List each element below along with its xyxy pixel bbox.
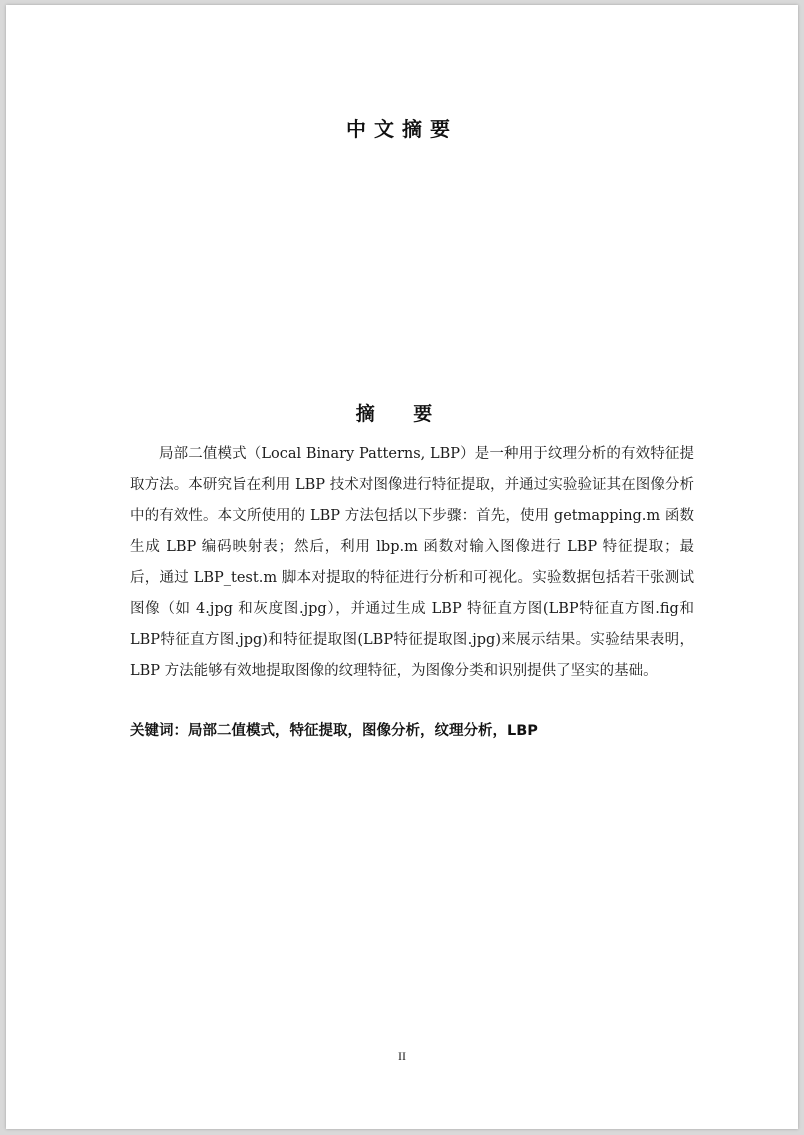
abstract-paragraph: 局部二值模式（Local Binary Patterns, LBP）是一种用于纹理分析的有效特征提取方法。本研究旨在利用 LBP 技术对图像进行特征提取，并通过实验验证其在图像分析中的有效性。本文所使用的 LBP 方法包括以下步骤：首先，使用 getmapping.m 函数生成 LBP 编码映射表；然后，利用 lbp.m 函数对输入图像进行 LBP 特征提取；最后，通过 LBP_test.m 脚本对提取的特征进行分析和可视化。实验数据包括若干张测试图像（如 4.jpg 和灰度图.jpg），并通过生成 LBP 特征直方图(LBP特征直方图.fig和LBP特征直方图.jpg)和特征提取图(LBP特征提取图.jpg)来展示结果。实验结果表明，LBP 方法能够有效地提取图像的纹理特征，为图像分类和识别提供了坚实的基础。 [130,446,694,679]
page-title: 中文摘要 [346,117,458,141]
abstract-heading: 摘 要 [355,403,449,425]
document-page [6,5,798,1129]
keywords-line: 关键词：局部二值模式，特征提取，图像分析，纹理分析，LBP [130,723,538,739]
page-number: II [398,1049,406,1063]
